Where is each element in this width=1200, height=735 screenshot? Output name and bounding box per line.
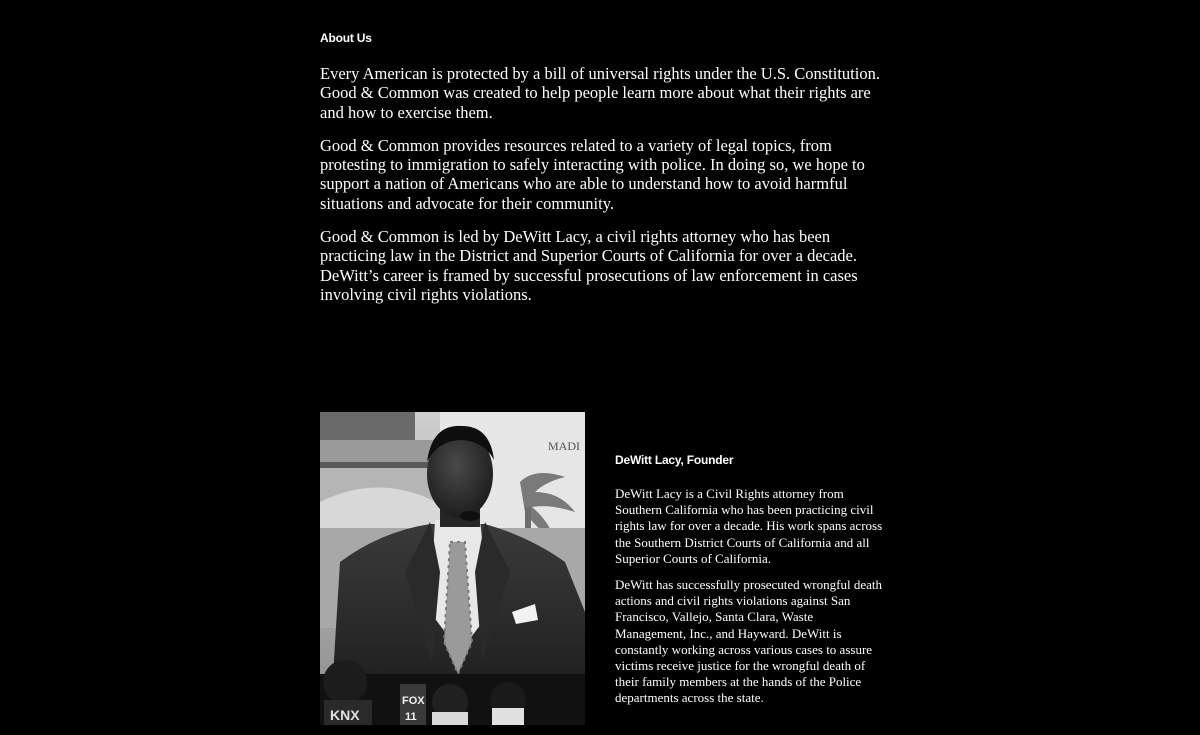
founder-paragraph: DeWitt Lacy is a Civil Rights attorney from Southern California who has been practicing civil rights law for over a decade. His work spans across the Southern District Courts of California and all Superior Courts of California. bbox=[615, 486, 883, 566]
founder-bio-text bbox=[615, 486, 887, 707]
mic-label-11: 11 bbox=[405, 711, 417, 723]
about-us-heading: About Us bbox=[320, 31, 372, 45]
mic-label-knx: KNX bbox=[330, 707, 360, 723]
about-intro bbox=[320, 64, 885, 318]
about-paragraph: Every American is protected by a bill of universal rights under the U.S. Constitution. Good & Common was created to help people learn more about what their rights are and how to exercise them. bbox=[320, 64, 880, 122]
about-paragraph: Good & Common provides resources related to a variety of legal topics, from protesting to immigration to safely interacting with police. In doing so, we hope to support a nation of Americans who are able to understand how to avoid harmful situations and advocate for their community. bbox=[320, 135, 865, 213]
about-paragraph: Good & Common is led by DeWitt Lacy, a civil rights attorney who has been practicing law in the District and Superior Courts of California for over a decade. DeWitt’s career is framed by successful prosecutions of law enforcement in cases involving civil rights violations. bbox=[320, 227, 858, 304]
founder-photo bbox=[320, 412, 585, 725]
founder-bio bbox=[615, 453, 887, 717]
mic-label-fox: FOX bbox=[402, 695, 425, 707]
photo-sign-text: MADI bbox=[548, 439, 580, 453]
founder-name-title: DeWitt Lacy, Founder bbox=[615, 453, 734, 467]
founder-paragraph: DeWitt has successfully prosecuted wrongful death actions and civil rights violations against San Francisco, Vallejo, Santa Clara, Waste Management, Inc., and Hayward. DeWitt is constantly working across various cases to assure victims receive justice for the wrongful death of their family members at the hands of the Police departments across the state. bbox=[615, 577, 882, 706]
